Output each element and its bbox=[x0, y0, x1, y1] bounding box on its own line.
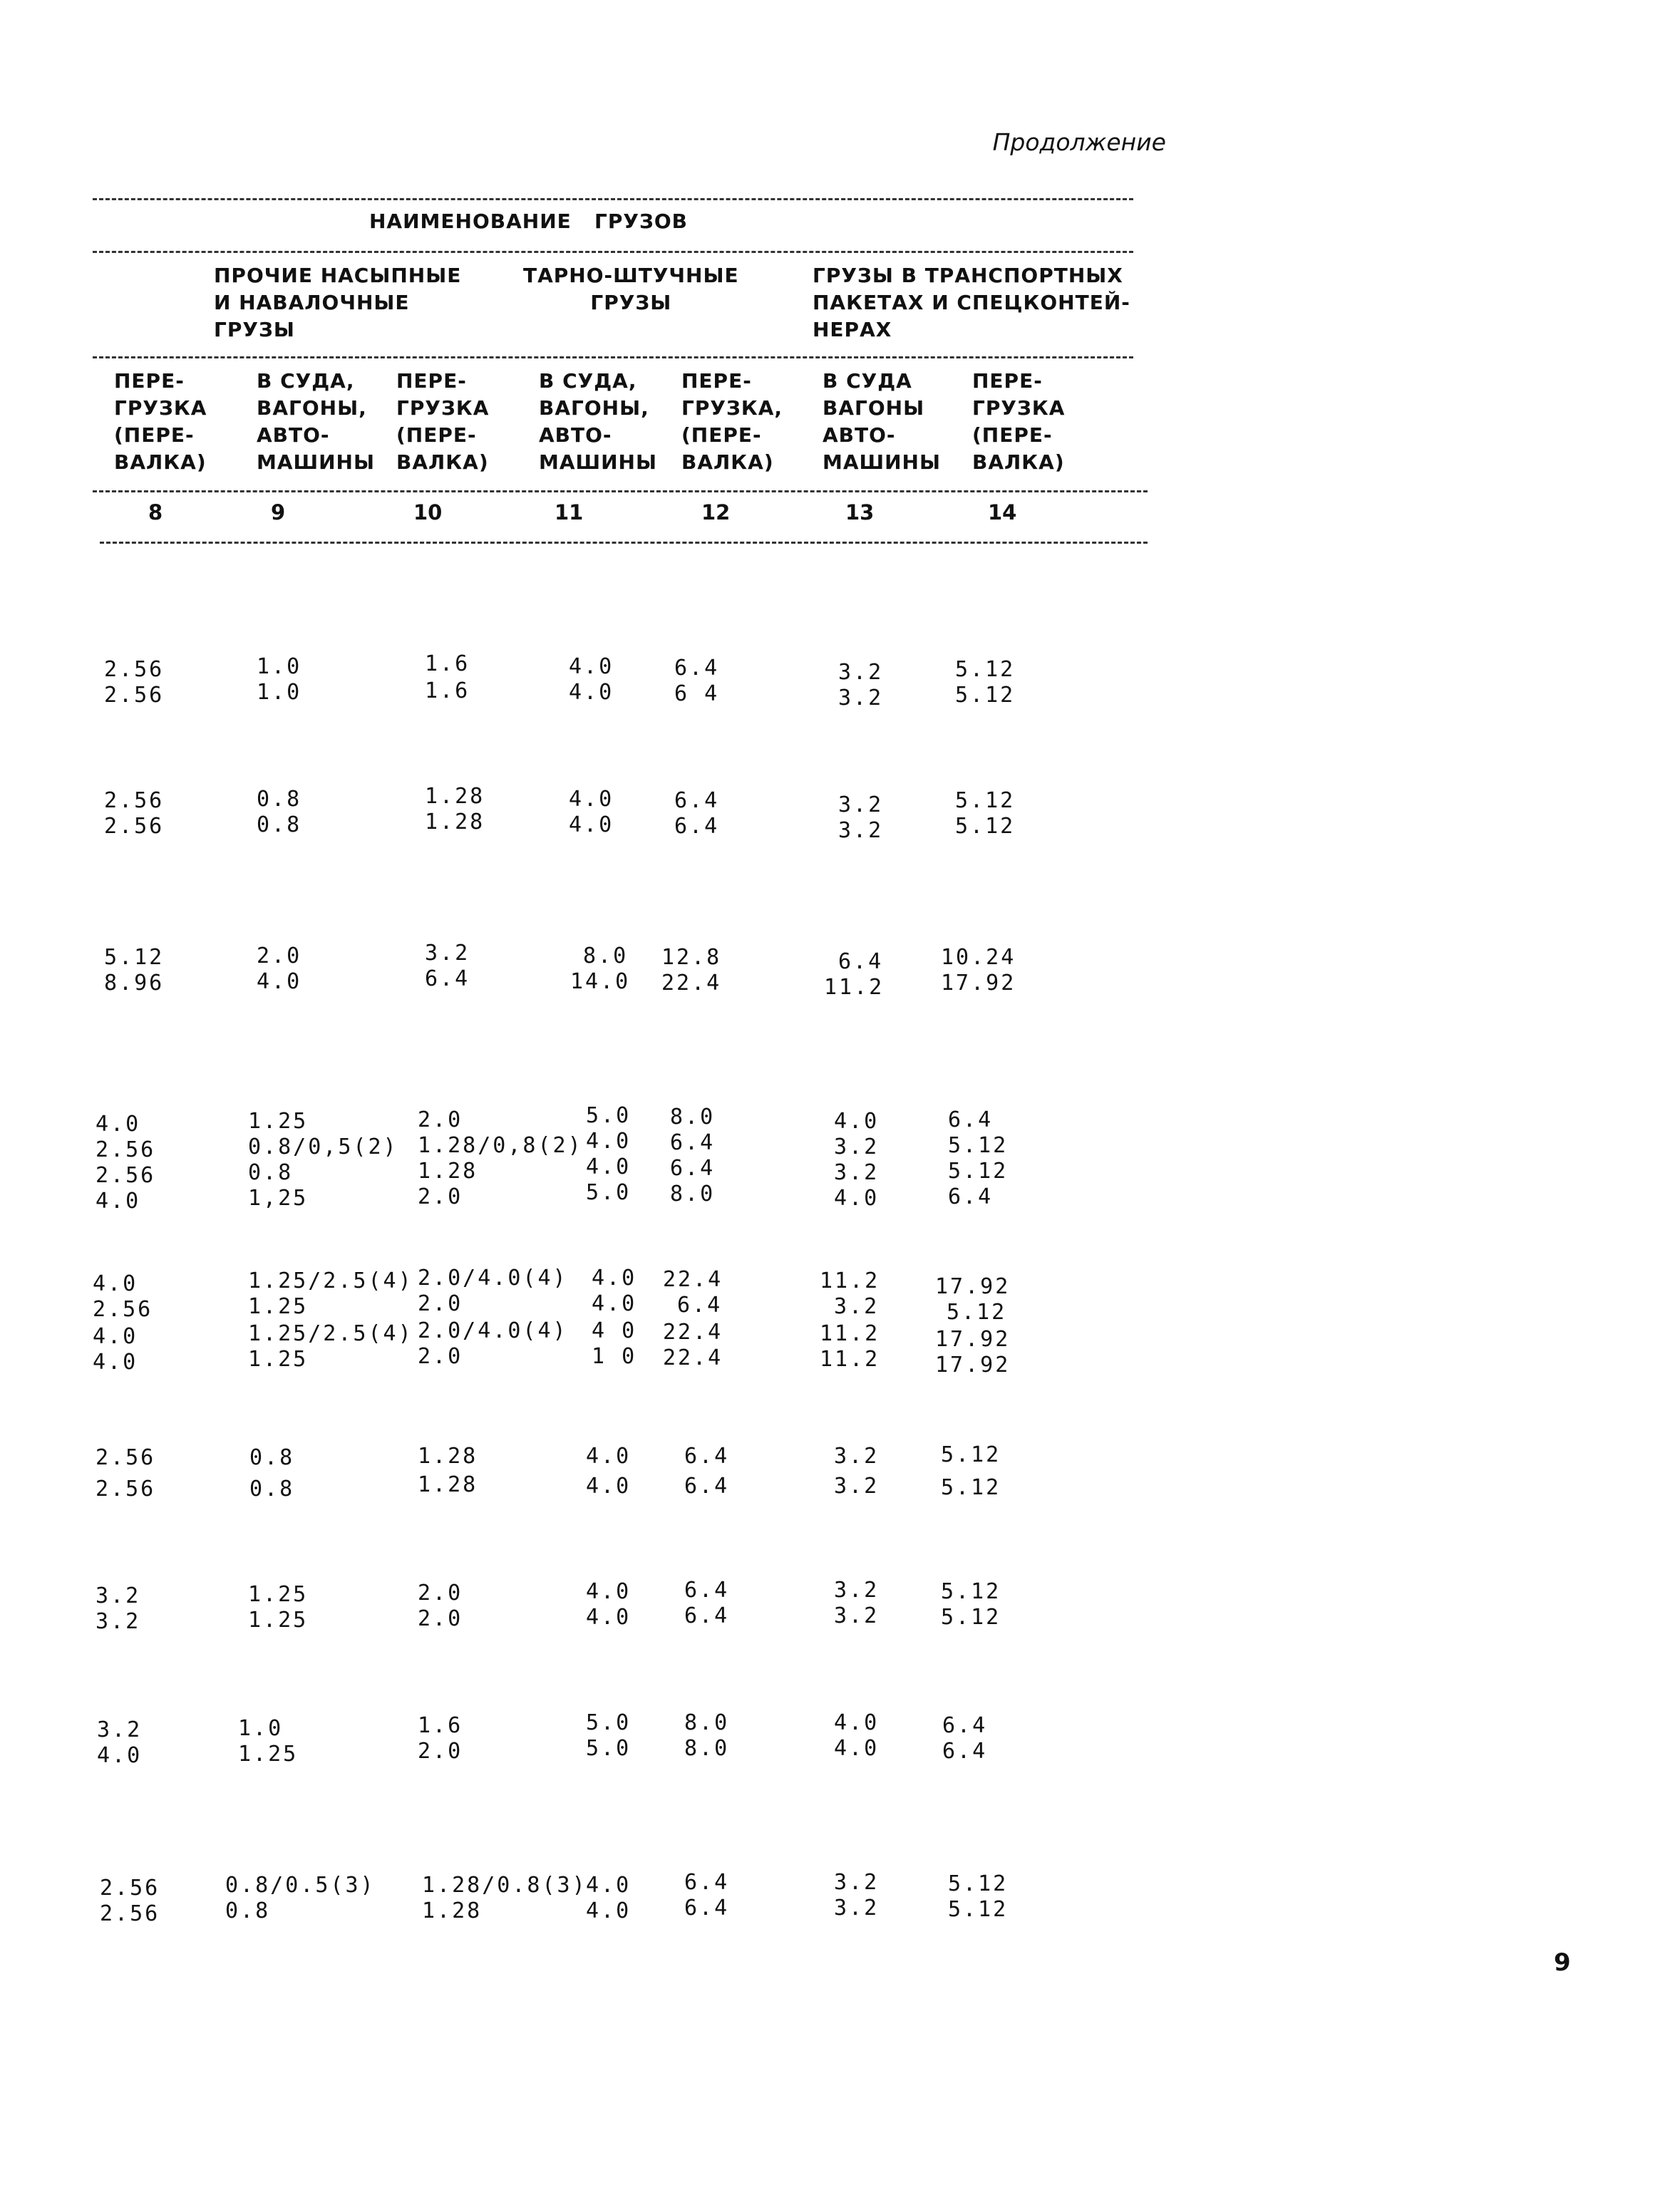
table-cell: 6.4 bbox=[674, 814, 720, 839]
table-cell: 2.0 bbox=[418, 1344, 463, 1369]
table-cell: 4.0 bbox=[569, 787, 614, 812]
table-cell: 6.4 bbox=[684, 1474, 730, 1499]
table-cell: 5.12 bbox=[948, 1871, 1009, 1896]
column-number: 10 bbox=[413, 500, 443, 524]
table-cell: 4.0 bbox=[93, 1350, 138, 1375]
subheader-line: АВТО- bbox=[539, 423, 612, 447]
table-cell: 2.0/4.0(4) bbox=[418, 1318, 568, 1343]
table-cell: 2.0 bbox=[418, 1581, 463, 1606]
table-cell: 5.12 bbox=[941, 1442, 1001, 1467]
column-number: 14 bbox=[988, 500, 1017, 524]
subheader-line: АВТО- bbox=[257, 423, 330, 447]
table-cell: 2.0 bbox=[418, 1606, 463, 1631]
table-cell: 3.2 bbox=[834, 1444, 880, 1469]
page-number: 9 bbox=[1554, 1948, 1571, 1977]
group-header-line: ПРОЧИЕ НАСЫПНЫЕ bbox=[214, 264, 462, 287]
table-cell: 0.8 bbox=[249, 1445, 295, 1470]
table-cell: 3.2 bbox=[838, 792, 884, 817]
subheader-line: ГРУЗКА bbox=[114, 396, 207, 420]
subheader-line: ВАГОНЫ, bbox=[539, 396, 649, 420]
group-header-line: ГРУЗЫ bbox=[590, 291, 672, 314]
table-cell: 2.56 bbox=[100, 1876, 160, 1901]
table-cell: 17.92 bbox=[935, 1274, 1011, 1299]
table-cell: 2.0 bbox=[418, 1184, 463, 1209]
table-cell: 6.4 bbox=[677, 1293, 723, 1318]
table-cell: 5.0 bbox=[586, 1180, 632, 1205]
table-cell: 0.8 bbox=[257, 812, 302, 837]
table-cell: 4.0 bbox=[93, 1271, 138, 1296]
table-cell: 2.56 bbox=[104, 657, 165, 682]
group-header-packaged bbox=[523, 262, 739, 316]
table-cell: 17.92 bbox=[941, 971, 1016, 996]
subheader-line: В СУДА bbox=[823, 369, 912, 393]
table-cell: 1,25 bbox=[248, 1186, 309, 1211]
table-cell: 14.0 bbox=[570, 969, 631, 994]
table-cell: 6 4 bbox=[674, 681, 720, 706]
table-cell: 2.0 bbox=[257, 944, 302, 968]
table-cell: 8.0 bbox=[670, 1105, 716, 1130]
table-cell: 4.0 bbox=[834, 1710, 880, 1735]
table-cell: 1.28 bbox=[418, 1472, 478, 1497]
subheader-line: ВАЛКА) bbox=[114, 450, 207, 474]
table-cell: 1.0 bbox=[257, 654, 302, 679]
table-cell: 5.12 bbox=[941, 1605, 1001, 1630]
table-cell: 6.4 bbox=[948, 1107, 994, 1132]
table-cell: 22.4 bbox=[661, 971, 722, 996]
table-cell: 1.28 bbox=[418, 1444, 478, 1469]
subheader-line: МАШИНЫ bbox=[823, 450, 942, 474]
table-cell: 5.0 bbox=[586, 1103, 632, 1128]
table-cell: 4.0 bbox=[569, 654, 614, 679]
subheader-line: ГРУЗКА, bbox=[681, 396, 783, 420]
table-cell: 4.0 bbox=[834, 1109, 880, 1134]
table-cell: 3.2 bbox=[838, 818, 884, 843]
header-title: НАИМЕНОВАНИЕ ГРУЗОВ bbox=[369, 210, 689, 233]
table-cell: 2.56 bbox=[104, 814, 165, 839]
table-cell: 4 0 bbox=[592, 1318, 637, 1343]
table-cell: 4.0 bbox=[257, 969, 302, 994]
table-cell: 6.4 bbox=[942, 1739, 988, 1764]
column-number: 8 bbox=[148, 500, 163, 524]
table-cell: 0.8/0,5(2) bbox=[248, 1135, 398, 1159]
subheader-line: (ПЕРЕ- bbox=[681, 423, 762, 447]
rule-colnums bbox=[100, 542, 1148, 544]
table-cell: 6.4 bbox=[838, 949, 884, 974]
table-cell: 1 0 bbox=[592, 1344, 637, 1369]
table-cell: 4.0 bbox=[834, 1736, 880, 1761]
table-cell: 11.2 bbox=[820, 1321, 880, 1346]
subheader-col-9 bbox=[257, 368, 375, 476]
rule-subheaders bbox=[93, 490, 1148, 492]
rule-groups bbox=[93, 356, 1133, 358]
table-cell: 0.8 bbox=[257, 787, 302, 812]
table-cell: 1.0 bbox=[257, 680, 302, 705]
table-cell: 5.12 bbox=[955, 788, 1016, 813]
table-cell: 3.2 bbox=[97, 1717, 143, 1742]
table-cell: 4.0 bbox=[586, 1154, 632, 1179]
table-cell: 4.0 bbox=[96, 1112, 141, 1137]
table-cell: 11.2 bbox=[820, 1268, 880, 1293]
table-cell: 5.12 bbox=[941, 1475, 1001, 1500]
table-cell: 5.12 bbox=[947, 1300, 1007, 1325]
subheader-col-14 bbox=[972, 368, 1065, 476]
table-cell: 6.4 bbox=[425, 966, 470, 991]
subheader-line: ГРУЗКА bbox=[972, 396, 1066, 420]
table-cell: 8.0 bbox=[583, 944, 629, 968]
rule-top bbox=[93, 198, 1133, 200]
column-number: 9 bbox=[271, 500, 286, 524]
table-cell: 5.12 bbox=[948, 1159, 1009, 1184]
table-cell: 8.96 bbox=[104, 971, 165, 996]
table-cell: 1.28 bbox=[425, 784, 485, 809]
table-cell: 0.8 bbox=[249, 1477, 295, 1502]
group-header-line: ПАКЕТАХ И СПЕЦКОНТЕЙ- bbox=[813, 291, 1130, 314]
subheader-col-13 bbox=[823, 368, 941, 476]
group-header-line: НЕРАХ bbox=[813, 318, 892, 341]
table-cell: 1.25 bbox=[248, 1608, 309, 1633]
table-cell: 4.0 bbox=[586, 1873, 632, 1898]
table-cell: 1.25/2.5(4) bbox=[248, 1321, 413, 1346]
table-cell: 8.0 bbox=[684, 1710, 730, 1735]
table-cell: 4.0 bbox=[592, 1266, 637, 1291]
table-cell: 3.2 bbox=[838, 686, 884, 710]
table-cell: 1.6 bbox=[425, 651, 470, 676]
subheader-line: ПЕРЕ- bbox=[114, 369, 185, 393]
group-header-line: ГРУЗЫ В ТРАНСПОРТНЫХ bbox=[813, 264, 1123, 287]
table-cell: 2.56 bbox=[96, 1477, 156, 1502]
table-cell: 6.4 bbox=[948, 1184, 994, 1209]
table-cell: 1.25 bbox=[248, 1582, 309, 1607]
subheader-line: ВАЛКА) bbox=[972, 450, 1065, 474]
table-cell: 2.0/4.0(4) bbox=[418, 1266, 568, 1291]
subheader-line: ВАЛКА) bbox=[396, 450, 489, 474]
table-cell: 6.4 bbox=[942, 1713, 988, 1738]
column-number: 11 bbox=[555, 500, 584, 524]
table-cell: 3.2 bbox=[834, 1870, 880, 1895]
subheader-line: ПЕРЕ- bbox=[972, 369, 1043, 393]
table-cell: 22.4 bbox=[663, 1320, 723, 1345]
table-cell: 5.12 bbox=[955, 657, 1016, 682]
group-header-containers bbox=[813, 262, 1130, 343]
table-cell: 1.25 bbox=[248, 1347, 309, 1372]
table-cell: 1.28 bbox=[425, 810, 485, 834]
table-cell: 3.2 bbox=[96, 1609, 141, 1634]
table-cell: 6.4 bbox=[684, 1870, 730, 1895]
table-cell: 5.12 bbox=[948, 1133, 1009, 1158]
subheader-line: ВАГОНЫ bbox=[823, 396, 925, 420]
table-cell: 3.2 bbox=[96, 1583, 141, 1608]
table-cell: 1.28/0.8(3) bbox=[422, 1873, 587, 1898]
subheader-col-11 bbox=[539, 368, 657, 476]
table-cell: 3.2 bbox=[425, 941, 470, 966]
table-cell: 3.2 bbox=[834, 1160, 880, 1185]
table-cell: 6.4 bbox=[684, 1896, 730, 1921]
table-cell: 8.0 bbox=[670, 1182, 716, 1206]
table-cell: 5.12 bbox=[941, 1579, 1001, 1604]
table-cell: 4.0 bbox=[834, 1186, 880, 1211]
table-cell: 4.0 bbox=[586, 1444, 632, 1469]
table-cell: 5.12 bbox=[955, 814, 1016, 839]
table-cell: 3.2 bbox=[834, 1896, 880, 1921]
group-header-line: И НАВАЛОЧНЫЕ bbox=[214, 291, 410, 314]
table-cell: 4.0 bbox=[586, 1579, 632, 1604]
subheader-line: (ПЕРЕ- bbox=[114, 423, 195, 447]
table-cell: 4.0 bbox=[586, 1129, 632, 1154]
table-cell: 3.2 bbox=[834, 1578, 880, 1603]
table-cell: 3.2 bbox=[834, 1294, 880, 1319]
subheader-line: МАШИНЫ bbox=[257, 450, 376, 474]
table-cell: 22.4 bbox=[663, 1267, 723, 1292]
table-cell: 1.25 bbox=[248, 1294, 309, 1319]
table-cell: 6.4 bbox=[684, 1444, 730, 1469]
table-cell: 4.0 bbox=[586, 1605, 632, 1630]
table-cell: 4.0 bbox=[96, 1189, 141, 1214]
table-cell: 5.0 bbox=[586, 1710, 632, 1735]
table-cell: 1.25/2.5(4) bbox=[248, 1268, 413, 1293]
rule-title bbox=[93, 251, 1133, 253]
table-cell: 4.0 bbox=[93, 1324, 138, 1349]
table-cell: 1.28/0,8(2) bbox=[418, 1133, 583, 1158]
table-cell: 10.24 bbox=[941, 945, 1016, 970]
table-cell: 2.0 bbox=[418, 1291, 463, 1316]
table-cell: 11.2 bbox=[824, 975, 885, 1000]
subheader-col-8 bbox=[114, 368, 207, 476]
table-cell: 5.12 bbox=[955, 683, 1016, 708]
subheader-line: В СУДА, bbox=[257, 369, 355, 393]
table-cell: 6.4 bbox=[674, 656, 720, 681]
table-cell: 3.2 bbox=[834, 1603, 880, 1628]
table-cell: 11.2 bbox=[820, 1347, 880, 1372]
subheader-line: ВАЛКА) bbox=[681, 450, 774, 474]
table-cell: 6.4 bbox=[670, 1130, 716, 1155]
table-cell: 22.4 bbox=[663, 1345, 723, 1370]
table-cell: 6.4 bbox=[670, 1156, 716, 1181]
table-cell: 2.56 bbox=[100, 1901, 160, 1926]
table-cell: 2.56 bbox=[104, 788, 165, 813]
table-cell: 6.4 bbox=[674, 788, 720, 813]
subheader-line: МАШИНЫ bbox=[539, 450, 658, 474]
table-cell: 3.2 bbox=[838, 660, 884, 685]
group-header-bulk bbox=[214, 262, 461, 343]
table-cell: 5.12 bbox=[104, 945, 165, 970]
subheader-col-12 bbox=[681, 368, 783, 476]
table-cell: 2.56 bbox=[96, 1445, 156, 1470]
table-cell: 4.0 bbox=[569, 812, 614, 837]
table-cell: 4.0 bbox=[569, 680, 614, 705]
column-number: 13 bbox=[845, 500, 875, 524]
column-number: 12 bbox=[701, 500, 731, 524]
table-cell: 6.4 bbox=[684, 1603, 730, 1628]
table-cell: 1.28 bbox=[418, 1159, 478, 1184]
table-cell: 12.8 bbox=[661, 945, 722, 970]
subheader-line: ПЕРЕ- bbox=[396, 369, 467, 393]
continuation-label: Продолжение bbox=[992, 128, 1166, 156]
table-cell: 4.0 bbox=[97, 1743, 143, 1768]
subheader-line: (ПЕРЕ- bbox=[972, 423, 1053, 447]
subheader-line: В СУДА, bbox=[539, 369, 637, 393]
table-cell: 5.0 bbox=[586, 1736, 632, 1761]
group-header-line: ГРУЗЫ bbox=[214, 318, 295, 341]
table-cell: 2.56 bbox=[96, 1137, 156, 1162]
table-cell: 1.25 bbox=[238, 1742, 299, 1767]
table-cell: 17.92 bbox=[935, 1327, 1011, 1352]
subheader-line: ВАГОНЫ, bbox=[257, 396, 367, 420]
table-cell: 2.0 bbox=[418, 1107, 463, 1132]
subheader-line: ПЕРЕ- bbox=[681, 369, 752, 393]
table-cell: 4.0 bbox=[592, 1291, 637, 1316]
table-cell: 3.2 bbox=[834, 1135, 880, 1159]
table-cell: 1.28 bbox=[422, 1898, 483, 1923]
table-cell: 1.6 bbox=[425, 678, 470, 703]
table-cell: 2.0 bbox=[418, 1739, 463, 1764]
group-header-line: ТАРНО-ШТУЧНЫЕ bbox=[523, 264, 739, 287]
table-cell: 8.0 bbox=[684, 1736, 730, 1761]
table-cell: 17.92 bbox=[935, 1353, 1011, 1378]
subheader-line: ГРУЗКА bbox=[396, 396, 490, 420]
subheader-line: АВТО- bbox=[823, 423, 896, 447]
table-cell: 2.56 bbox=[96, 1163, 156, 1188]
table-cell: 3.2 bbox=[834, 1474, 880, 1499]
table-cell: 5.12 bbox=[948, 1897, 1009, 1922]
table-cell: 4.0 bbox=[586, 1474, 632, 1499]
table-cell: 0.8 bbox=[225, 1898, 271, 1923]
table-cell: 2.56 bbox=[104, 683, 165, 708]
subheader-col-10 bbox=[396, 368, 489, 476]
table-cell: 0.8/0.5(3) bbox=[225, 1873, 376, 1898]
table-cell: 1.0 bbox=[238, 1716, 284, 1741]
table-cell: 1.25 bbox=[248, 1109, 309, 1134]
table-cell: 2.56 bbox=[93, 1297, 153, 1322]
table-cell: 6.4 bbox=[684, 1578, 730, 1603]
table-cell: 4.0 bbox=[586, 1898, 632, 1923]
table-cell: 0.8 bbox=[248, 1160, 294, 1185]
subheader-line: (ПЕРЕ- bbox=[396, 423, 477, 447]
table-cell: 1.6 bbox=[418, 1713, 463, 1738]
